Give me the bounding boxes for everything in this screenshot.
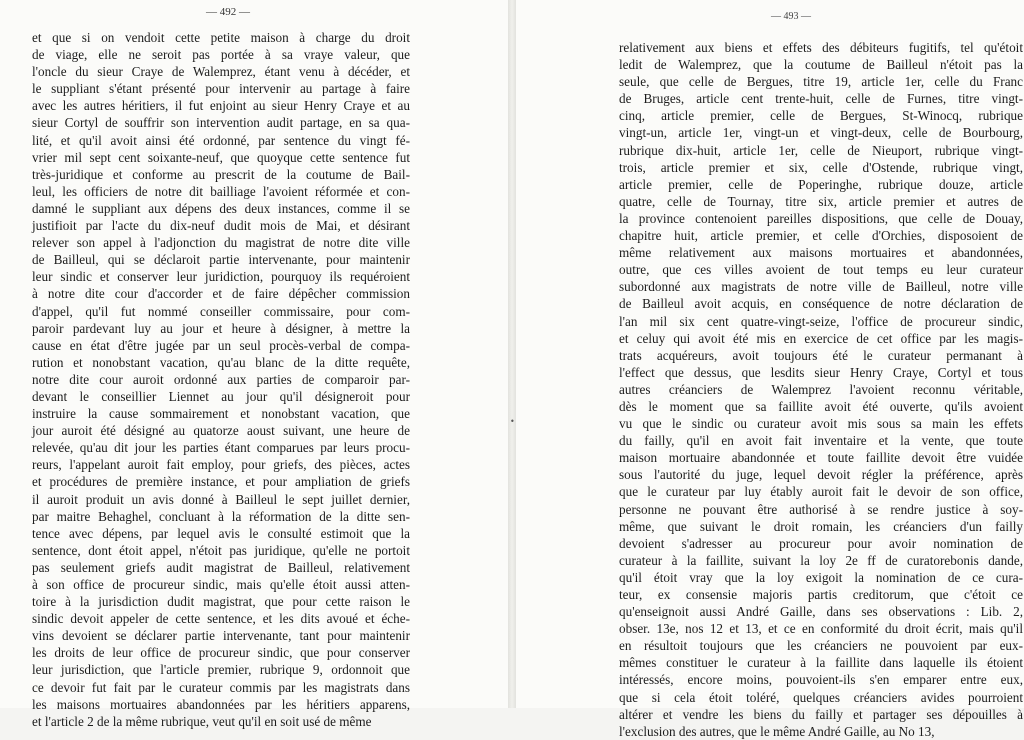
text-line: du failly, qu'il en avoit fait inventaire et la vente, que toute bbox=[619, 433, 1023, 449]
text-line: les droits de leur office de procureur sindic, que pour conserver bbox=[32, 645, 410, 661]
text-line: reurs, l'appelant auroit fait employ, pour griefs, des pièces, actes bbox=[32, 457, 410, 473]
text-line: toire à la jurisdiction dudit magistrat, que pour cette raison le bbox=[32, 594, 410, 610]
text-line: très-juridique et conforme au prescrit de la coutume de Bail- bbox=[32, 166, 410, 182]
text-line: l'exclusion des autres, que le même André Gaille, au No 13, bbox=[619, 723, 935, 739]
text-line: sindic devoit appeler de cette sentence, et les dits avoué et éche- bbox=[32, 611, 410, 627]
text-line: même relativement aux maisons mortuaires et abandonnées, bbox=[619, 245, 1023, 261]
text-line: de Bruges, article cent trente-huit, celle de Furnes, titre vingt- bbox=[619, 91, 1023, 107]
text-line: de Bailleul avoit acquis, en conséquence de notre déclaration de bbox=[619, 296, 1023, 312]
text-line: l'effect que dessus, que lesdits sieur Henry Craye, Cortyl et tous bbox=[619, 364, 1023, 380]
text-line: que le curateur par luy étably auroit fait le devoir de son office, bbox=[619, 484, 1023, 500]
text-line: à notre dite cour d'accorder et de faire dépêcher commission bbox=[32, 286, 410, 302]
text-line: obser. 13e, nos 12 et 13, et ce en conformité du droit écrit, mais qu'il bbox=[619, 621, 1023, 637]
text-line: paroir pardevant luy au jour et heure à désigner, à mettre la bbox=[32, 320, 410, 336]
text-line: avec les autres héritiers, il fut enjoint au sieur Henry Craye et au bbox=[32, 98, 410, 114]
text-line: maison mortuaire abandonnée et toute faillite devoit être vuidée bbox=[619, 450, 1023, 466]
text-line: seule, que celle de Bergues, titre 19, article 1er, celle du Franc bbox=[619, 74, 1023, 90]
text-line: il auroit produit un avis donné à Bailleul le sept juillet dernier, bbox=[32, 491, 410, 507]
text-line: altérer et vendre les biens du failly et partager ses dépouilles à bbox=[619, 706, 1023, 722]
text-line: trats acquéreurs, avoit toujours été le curateur permanant à bbox=[619, 347, 1023, 363]
text-line: article premier, celle de Poperinghe, rubrique douze, article bbox=[619, 176, 1023, 192]
text-line: cause en état d'être jugée par un seul procès-verbal de compa- bbox=[32, 337, 410, 353]
text-line: trois, article premier et six, celle d'Ostende, rubrique vingt, bbox=[619, 159, 1023, 175]
text-line: de Bailleul, qui se déclaroit partie intervenante, pour maintenir bbox=[32, 252, 410, 268]
text-line: sous l'autorité du juge, lequel devoit régler la préférence, après bbox=[619, 467, 1023, 483]
text-line: intéressés, encore moins, pouvoient-ils s'en emparer entre eux, bbox=[619, 672, 1023, 688]
text-line: et l'article 2 de la même rubrique, veut qu'il en soit usé de même bbox=[32, 713, 372, 729]
text-line: tence avec dépens, par lequel avis le consulté estimoit que la bbox=[32, 525, 410, 541]
text-line: qu'enseignoit aussi André Gaille, dans ses observations : Lib. 2, bbox=[619, 604, 1023, 620]
text-line: rubrique dix-huit, article 1er, celle de Nieuport, rubrique vingt- bbox=[619, 142, 1023, 158]
text-line: leur jurisdiction, que l'article premier, rubrique 9, ordonnoit que bbox=[32, 662, 410, 678]
text-line: le suppliant s'étant présenté pour intervenir au partage à faire bbox=[32, 81, 410, 97]
book-gutter bbox=[508, 0, 516, 708]
page-number: — 492 — bbox=[206, 6, 250, 18]
text-line: sieur Cortyl de souffrir son intervention audit partage, en sa qua- bbox=[32, 115, 410, 131]
right-page bbox=[516, 0, 1024, 739]
text-line: leur sindic et conserver leur juridiction, pourquoy ils requéroient bbox=[32, 269, 410, 285]
text-line: notre dite cour auroit ordonné aux parties de comparoir par- bbox=[32, 371, 410, 387]
page-number: — 493 — bbox=[771, 11, 811, 22]
text-line: autres créanciers de Walemprez l'avoient reconnu véritable, bbox=[619, 381, 1023, 397]
text-line: lité, et qu'il avoit ainsi été ordonné, par sentence du vingt fé- bbox=[32, 132, 410, 148]
text-line: vu que le sindic ou curateur avoit mis sous sa main les effets bbox=[619, 416, 1023, 432]
text-line: subordonné aux magistrats de notre ville de Bailleul, notre ville bbox=[619, 279, 1023, 295]
text-line: par maitre Behaghel, concluant à la réformation de la ditte sen- bbox=[32, 508, 410, 524]
text-line: que si cela étoit toléré, quelques créanciers avides pourroient bbox=[619, 689, 1023, 705]
text-line: de viage, elle ne seroit pas portée à sa vraye valeur, que bbox=[32, 47, 410, 63]
text-line: vrier mil sept cent soixante-neuf, que quoyque cette sentence fut bbox=[32, 149, 410, 165]
text-line: leul, les officiers de notre dit bailliage l'avoient réformée et con- bbox=[32, 183, 410, 199]
text-line: outre, que ces villes avoient de tout temps eu leur curateur bbox=[619, 262, 1023, 278]
text-line: les maisons mortuaires abandonnées par les héritiers apparens, bbox=[32, 696, 410, 712]
text-line: cinq, article premier, celle de Bergues, St-Winocq, rubrique bbox=[619, 108, 1023, 124]
text-line: devant le conseillier Liennet au jour qu'il désigneroit pour bbox=[32, 388, 410, 404]
text-line: l'an mil six cent quatre-vingt-seize, l'office de procureur sindic, bbox=[619, 313, 1023, 329]
text-line: damné le suppliant aux dépens des deux instances, comme il se bbox=[32, 200, 410, 216]
text-line: même, que suivant le droit romain, les créanciers d'un failly bbox=[619, 518, 1023, 534]
text-line: instruire la cause sommairement et nonobstant vacation, que bbox=[32, 406, 410, 422]
text-line: jour auroit été désigné au quatorze aoust suivant, une heure de bbox=[32, 423, 410, 439]
text-line: dès le moment que sa faillite avoit été ouverte, qu'ils avoient bbox=[619, 398, 1023, 414]
text-line: curateur à la faillite, suivant la loy 2e ff de curatorebonis dande, bbox=[619, 552, 1023, 568]
body-text bbox=[32, 29, 410, 730]
text-line: relativement aux biens et effets des débiteurs fugitifs, tel qu'étoit bbox=[619, 40, 1023, 55]
text-line: justifioit par l'acte du dix-neuf dudit mois de Mai, et désirant bbox=[32, 218, 410, 234]
body-text bbox=[619, 39, 1023, 740]
text-line: relever son appel à l'adjonction du magistrat de notre dite ville bbox=[32, 235, 410, 251]
text-line: mêmes constituer le curateur à la faillite dans laquelle ils étoient bbox=[619, 655, 1023, 671]
text-line: teur, ex consensie majoris partis creditorum, que c'étoit ce bbox=[619, 587, 1023, 602]
text-line: quatre, celle de Tournay, titre six, article premier et autres de bbox=[619, 193, 1023, 209]
text-line: relevée, qu'au dit jour les parties étant comparues par leurs procu- bbox=[32, 440, 410, 456]
left-page bbox=[0, 0, 508, 729]
text-line: et procédures de première instance, et pour ampliation de griefs bbox=[32, 474, 410, 490]
binding-mark-icon: • bbox=[510, 417, 515, 426]
text-line: vingt-un, article 1er, vingt-un et vingt-deux, celle de Bourbourg, bbox=[619, 125, 1023, 141]
text-line: ce devoir fut fait par le curateur commis par les magistrats dans bbox=[32, 679, 410, 695]
text-line: l'oncle du sieur Craye de Walemprez, étant venu à décéder, et bbox=[32, 64, 410, 80]
text-line: sentence, dont étoit appel, n'étoit pas juridique, qu'elle ne portoit bbox=[32, 542, 410, 558]
text-line: rution et nonobstant vacation, qu'au blanc de la ditte requête, bbox=[32, 354, 410, 370]
text-line: chapitre huit, article premier, et celle d'Orchies, disposoient de bbox=[619, 228, 1023, 244]
text-line: et que si on vendoit cette petite maison à charge du droit bbox=[32, 30, 410, 45]
text-line: la province contenoient pareilles dispositions, que celle de Douay, bbox=[619, 210, 1023, 226]
text-line: vins devoient se déclarer partie intervenante, tant pour maintenir bbox=[32, 628, 410, 644]
text-line: en résultoit toujours que les créanciers ne pouvoient par eux- bbox=[619, 638, 1023, 654]
text-line: devoient s'adresser au procureur pour avoir nomination de bbox=[619, 535, 1023, 551]
text-line: et celuy qui avoit été mis en exercice de cet office par les magis- bbox=[619, 330, 1023, 346]
text-line: personne ne pouvant être authorisé à se rendre justice à soy- bbox=[619, 501, 1023, 517]
text-line: qu'il étoit vray que la loy exigoit la nomination de ce cura- bbox=[619, 569, 1023, 585]
text-line: à son office de procureur sindic, mais qu'elle étoit aussi atten- bbox=[32, 577, 410, 592]
text-line: d'appel, qu'il fut nommé conseiller commissaire, pour com- bbox=[32, 303, 410, 319]
text-line: ledit de Walemprez, que la coutume de Bailleul n'étoit pas la bbox=[619, 57, 1023, 73]
text-line: pas seulement griefs audit magistrat de Bailleul, relativement bbox=[32, 559, 410, 575]
